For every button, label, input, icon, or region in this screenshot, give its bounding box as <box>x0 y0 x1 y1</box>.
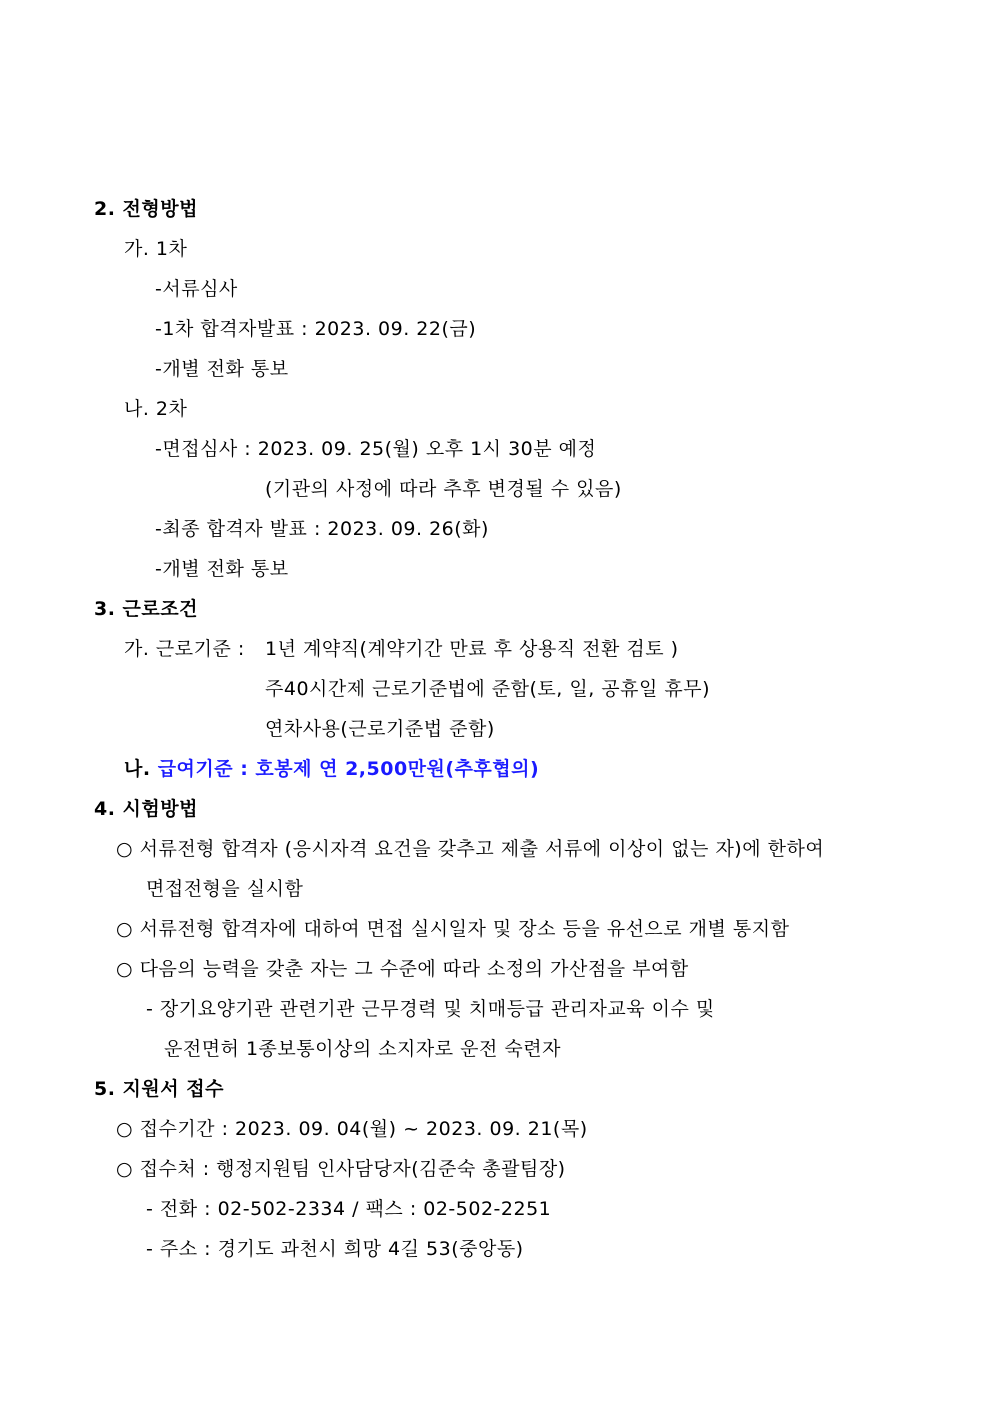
section-4-item: 면접전형을 실시함 <box>146 878 304 900</box>
section-4-item: ○ 서류전형 합격자에 대하여 면접 실시일자 및 장소 등을 유선으로 개별 통지함 <box>116 918 790 940</box>
section-5-item: ○ 접수처 : 행정지원팀 인사담당자(김준숙 총괄팀장) <box>116 1158 566 1180</box>
section-2-b-item: -면접심사 : 2023. 09. 25(월) 오후 1시 30분 예정 <box>155 438 597 460</box>
section-2-b-item: -최종 합격자 발표 : 2023. 09. 26(화) <box>155 518 489 540</box>
section-3-a-label: 가. 근로기준 : <box>124 638 245 660</box>
section-5-heading: 5. 지원서 접수 <box>94 1078 224 1100</box>
section-2-heading: 2. 전형방법 <box>94 198 198 220</box>
section-3-b-row <box>124 757 539 781</box>
section-4-item: 운전면허 1종보통이상의 소지자로 운전 숙련자 <box>164 1038 561 1060</box>
section-4-item: ○ 다음의 능력을 갖춘 자는 그 수준에 따라 소정의 가산점을 부여함 <box>116 958 689 980</box>
salary-text: 급여기준 : 호봉제 연 2,500만원(추후협의) <box>157 758 540 780</box>
section-2-a-item: -1차 합격자발표 : 2023. 09. 22(금) <box>155 318 477 340</box>
section-2-b-item: (기관의 사정에 따라 추후 변경될 수 있음) <box>265 478 622 500</box>
section-3-a-line: 1년 계약직(계약기간 만료 후 상용직 전환 검토 ) <box>265 638 679 660</box>
section-4-item: - 장기요양기관 관련기관 근무경력 및 치매등급 관리자교육 이수 및 <box>146 998 715 1020</box>
section-2-a-item: -서류심사 <box>155 278 238 300</box>
section-3-a-line: 연차사용(근로기준법 준함) <box>265 718 495 740</box>
section-3-b-prefix: 나. <box>124 758 158 780</box>
section-2-b-item: -개별 전화 통보 <box>155 558 289 580</box>
section-4-item: ○ 서류전형 합격자 (응시자격 요건을 갖추고 제출 서류에 이상이 없는 자)에 한하여 <box>116 838 825 860</box>
section-4-heading: 4. 시험방법 <box>94 798 198 820</box>
section-3-a-line: 주40시간제 근로기준법에 준함(토, 일, 공휴일 휴무) <box>265 678 711 700</box>
section-5-item: - 주소 : 경기도 과천시 희망 4길 53(중앙동) <box>146 1238 524 1260</box>
section-5-item: ○ 접수기간 : 2023. 09. 04(월) ~ 2023. 09. 21(목) <box>116 1118 588 1140</box>
section-2-b-title: 나. 2차 <box>124 398 188 420</box>
section-5-item: - 전화 : 02-502-2334 / 팩스 : 02-502-2251 <box>146 1198 552 1220</box>
section-2-a-item: -개별 전화 통보 <box>155 358 289 380</box>
section-3-heading: 3. 근로조건 <box>94 598 198 620</box>
section-2-a-title: 가. 1차 <box>124 238 188 260</box>
